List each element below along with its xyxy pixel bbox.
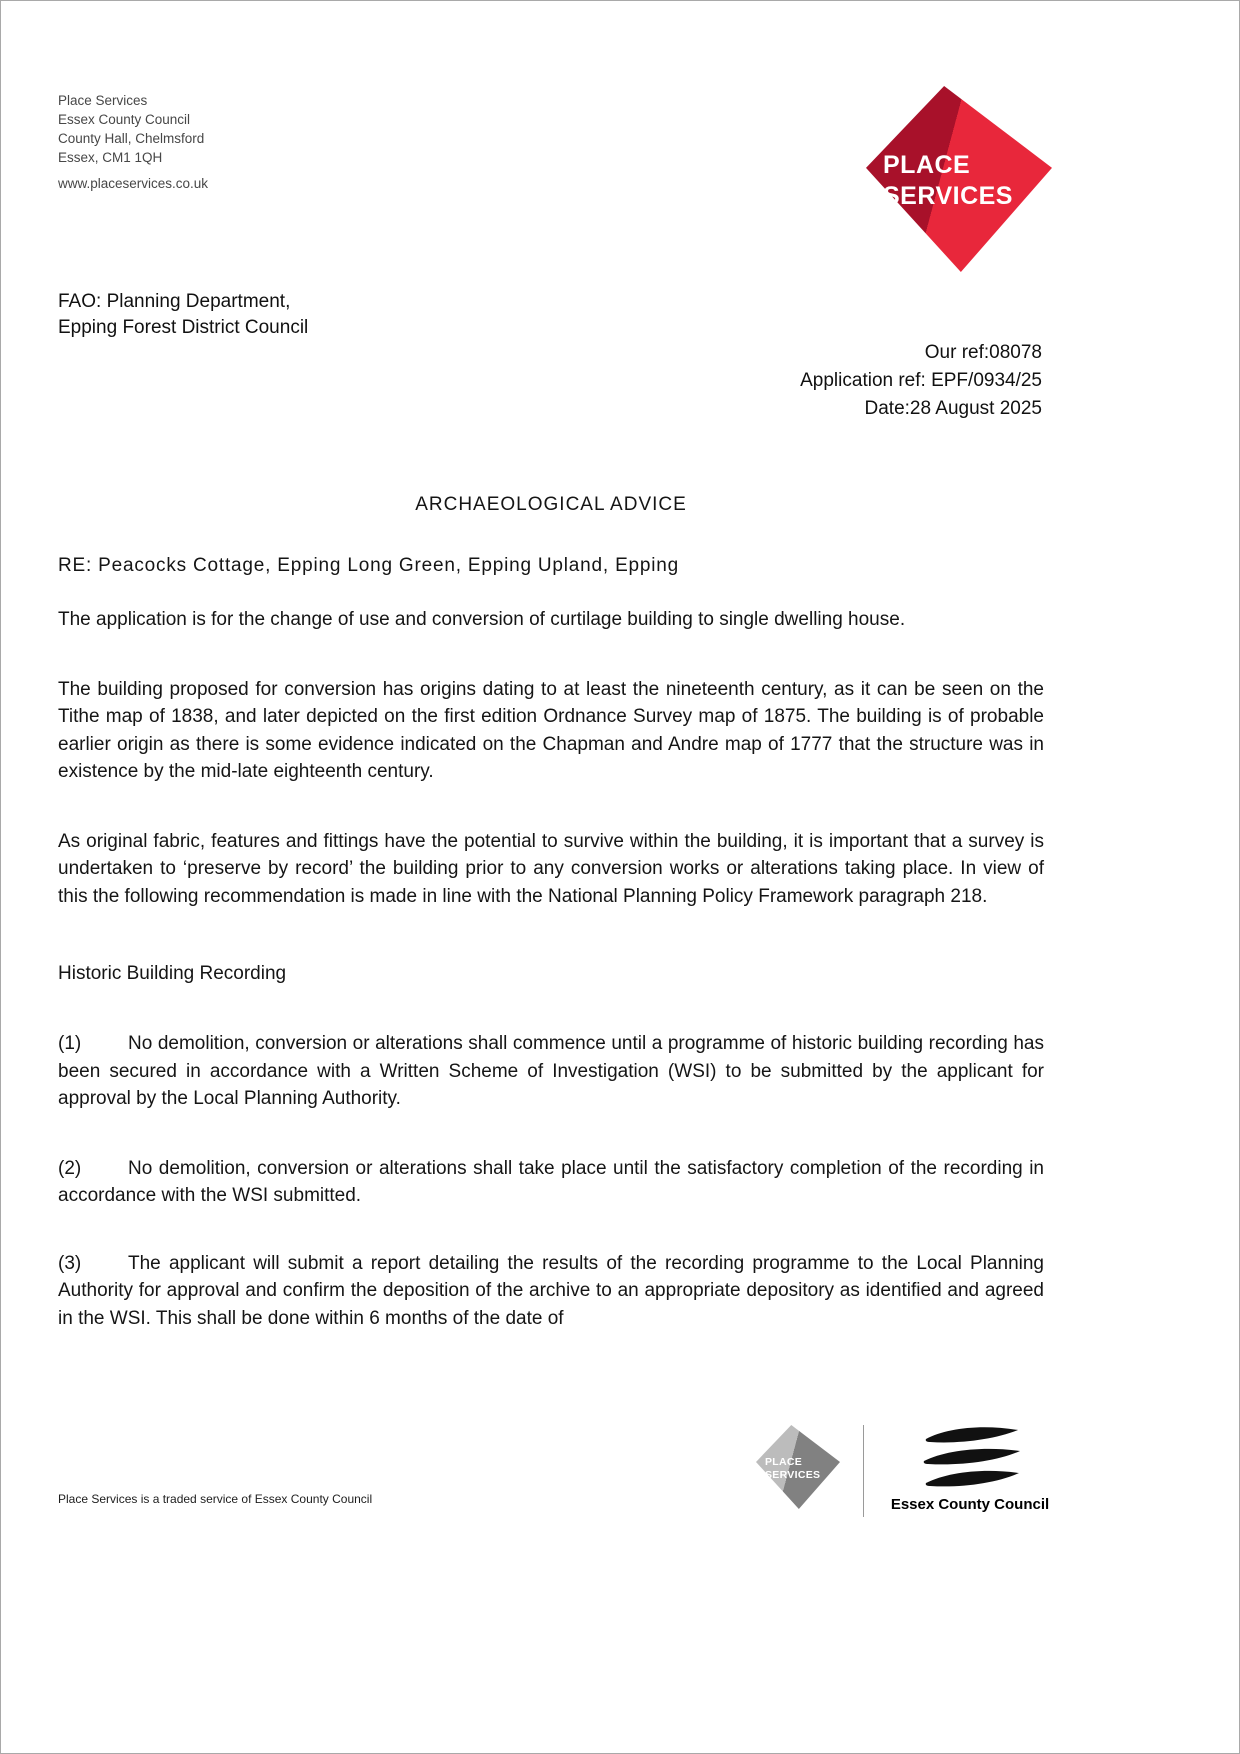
- re-subject-line: RE: Peacocks Cottage, Epping Long Green, Epping Upland, Epping: [58, 555, 680, 576]
- recipient-line-1: FAO: Planning Department,: [58, 291, 291, 312]
- footer-traded-service-text: Place Services is a traded service of Essex County Council: [58, 1492, 373, 1506]
- condition-1-text: No demolition, conversion or alterations shall commence until a programme of historic building recording has been secured in accordance with a Written Scheme of Investigation (WSI) to be submitted by the applicant for approval by the Local Planning Authority.: [58, 1033, 1044, 1109]
- logo-word-place: PLACE: [883, 151, 971, 179]
- essex-county-council-label: Essex County Council: [890, 1496, 1050, 1513]
- footer-logos: [756, 1425, 1052, 1517]
- our-ref: Our ref:08078: [924, 342, 1042, 363]
- footer-place-services-logo-text: [765, 1456, 820, 1482]
- essex-county-council-logo: [888, 1425, 1052, 1513]
- footer-divider: [863, 1425, 864, 1517]
- place-services-logo: [866, 86, 1052, 272]
- recipient-block: [58, 289, 308, 341]
- condition-3: [58, 1250, 1044, 1333]
- sender-line: Essex, CM1 1QH: [58, 150, 163, 165]
- condition-3-number: (3): [58, 1252, 82, 1274]
- sender-line: County Hall, Chelmsford: [58, 131, 205, 146]
- essex-seaxes-icon: [916, 1425, 1024, 1493]
- document-title: ARCHAEOLOGICAL ADVICE: [415, 494, 687, 515]
- condition-3-text: The applicant will submit a report detailing the results of the recording programme to the Local Planning Authority for approval and confirm the deposition of the archive to an appropriate depository as identified and agreed in the WSI. This shall be done within 6 months of the date of: [58, 1252, 1044, 1329]
- paragraph-application: The application is for the change of use and conversion of curtilage building to single dwelling house.: [58, 609, 906, 630]
- condition-1: [58, 1030, 1044, 1113]
- application-ref: Application ref: EPF/0934/25: [800, 370, 1042, 391]
- paragraph-recommendation-basis: As original fabric, features and fittings have the potential to survive within the building, it is important that a survey is undertaken to ‘preserve by record’ the building prior to any conversion works or alterations taking place. In view of this the following recommendation is made in line with the National Planning Policy Framework paragraph 218.: [58, 830, 1044, 907]
- letter-body: [58, 493, 1044, 1351]
- footer-logo-word-place: PLACE: [765, 1456, 803, 1468]
- recipient-line-2: Epping Forest District Council: [58, 317, 309, 338]
- sender-line: Essex County Council: [58, 112, 191, 127]
- sender-address: [58, 91, 208, 193]
- section-heading-historic-building-recording: Historic Building Recording: [58, 963, 287, 984]
- letter-date: Date:28 August 2025: [864, 398, 1042, 419]
- footer-place-services-logo: [756, 1425, 840, 1509]
- place-services-logo-text: [883, 150, 1013, 212]
- reference-block: [800, 339, 1042, 423]
- condition-2-text: No demolition, conversion or alterations shall take place until the satisfactory completion of the recording in accordance with the WSI submitted.: [58, 1157, 1044, 1206]
- logo-word-services: SERVICES: [883, 182, 1013, 210]
- condition-2: [58, 1155, 1044, 1210]
- paragraph-building-history: The building proposed for conversion has origins dating to at least the nineteenth century, as it can be seen on the Tithe map of 1838, and later depicted on the first edition Ordnance Survey map of 1875. The building is of probable earlier origin as there is some evidence indicated on the Chapman and Andre map of 1777 that the structure was in existence by the mid-late eighteenth century.: [58, 678, 1044, 782]
- sender-website: www.placeservices.co.uk: [58, 176, 209, 191]
- condition-2-number: (2): [58, 1157, 82, 1179]
- condition-1-number: (1): [58, 1033, 82, 1054]
- footer-logo-word-services: SERVICES: [765, 1469, 821, 1481]
- sender-line: Place Services: [58, 93, 148, 108]
